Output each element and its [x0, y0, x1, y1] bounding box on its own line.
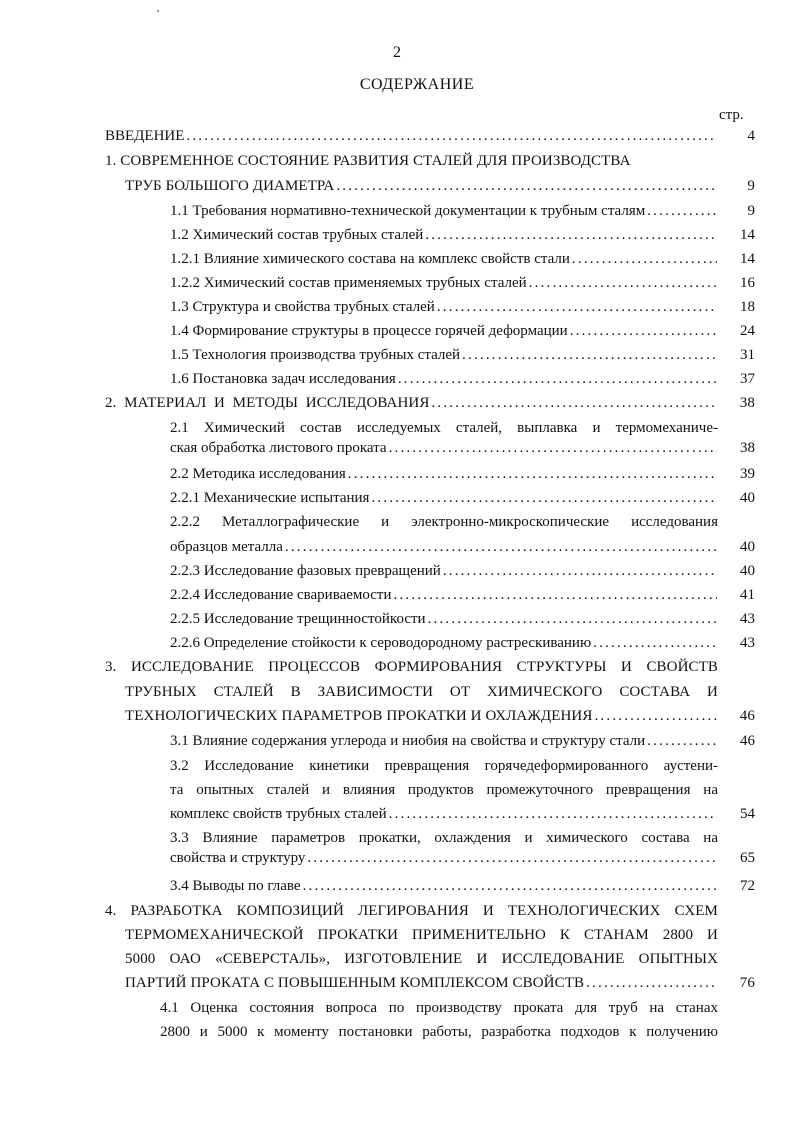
toc-entry[interactable]: 2.2.5 Исследование трещинностойкости ..... 43 — [170, 609, 755, 629]
toc-entry[interactable]: 1.2 Химический состав трубных сталей ..... 14 — [170, 225, 755, 245]
toc-entry[interactable]: 5000 ОАО «СЕВЕРСТАЛЬ», ИЗГОТОВЛЕНИЕ И ИССЛЕДОВАНИЕ ОПЫТНЫХ — [125, 951, 718, 967]
toc-entry[interactable]: комплекс свойств трубных сталей ..... 54 — [170, 804, 755, 824]
toc-entry[interactable]: 2.2 Методика исследования ..... 39 — [170, 464, 755, 484]
toc-entry[interactable]: 3.4 Выводы по главе ..... 72 — [170, 876, 755, 896]
toc-entry[interactable]: 1.2.2 Химический состав применяемых трубных сталей ..... 16 — [170, 273, 755, 293]
toc-entry[interactable]: 2.1 Химический состав исследуемых сталей, выплавка и термомеханиче- — [170, 420, 718, 436]
toc-entry[interactable]: 1.4 Формирование структуры в процессе горячей деформации ..... 24 — [170, 321, 755, 341]
scan-speck — [157, 10, 159, 12]
toc-entry[interactable]: 1.1 Требования нормативно-технической документации к трубным сталям ..... 9 — [170, 201, 755, 221]
toc-entry[interactable]: ТРУБНЫХ СТАЛЕЙ В ЗАВИСИМОСТИ ОТ ХИМИЧЕСКОГО СОСТАВА И — [125, 684, 718, 700]
toc-entry[interactable]: та опытных сталей и влияния продуктов промежуточного превращения на — [170, 782, 718, 798]
toc-entry[interactable]: ПАРТИЙ ПРОКАТА С ПОВЫШЕННЫМ КОМПЛЕКСОМ СВОЙСТВ ..... 76 — [125, 973, 755, 993]
toc-entry[interactable]: ская обработка листового проката ..... 38 — [170, 438, 755, 458]
toc-entry[interactable]: 2. МАТЕРИАЛ И МЕТОДЫ ИССЛЕДОВАНИЯ ..... 38 — [105, 393, 755, 413]
toc-entry[interactable]: 1.6 Постановка задач исследования ..... 37 — [170, 369, 755, 389]
toc-entry[interactable]: 3. ИССЛЕДОВАНИЕ ПРОЦЕССОВ ФОРМИРОВАНИЯ СТРУКТУРЫ И СВОЙСТВ — [105, 659, 718, 675]
toc-entry[interactable]: 3.1 Влияние содержания углерода и ниобия на свойства и структуру стали ..... 46 — [170, 731, 755, 751]
toc-entry[interactable]: 2.2.1 Механические испытания ..... 40 — [170, 488, 755, 508]
toc-entry[interactable]: свойства и структуру ..... 65 — [170, 848, 755, 868]
page-column-label: стр. — [719, 107, 744, 123]
toc-entry[interactable]: 2.2.3 Исследование фазовых превращений ..... 40 — [170, 561, 755, 581]
toc-entry[interactable]: 4.1 Оценка состояния вопроса по производству проката для труб на станах — [160, 1000, 718, 1016]
toc-entry[interactable]: ТЕРМОМЕХАНИЧЕСКОЙ ПРОКАТКИ ПРИМЕНИТЕЛЬНО К СТАНАМ 2800 И — [125, 927, 718, 943]
toc-entry[interactable]: 2.2.6 Определение стойкости к сероводородному растрескиванию ..... 43 — [170, 633, 755, 653]
toc-entry[interactable]: образцов металла ..... 40 — [170, 537, 755, 557]
toc-entry[interactable]: ТЕХНОЛОГИЧЕСКИХ ПАРАМЕТРОВ ПРОКАТКИ И ОХЛАЖДЕНИЯ ..... 46 — [125, 706, 755, 726]
toc-entry[interactable]: 2800 и 5000 к моменту постановки работы, разработка подходов к получению — [160, 1024, 718, 1040]
toc-entry[interactable]: 4. РАЗРАБОТКА КОМПОЗИЦИЙ ЛЕГИРОВАНИЯ И ТЕХНОЛОГИЧЕСКИХ СХЕМ — [105, 903, 718, 919]
toc-entry[interactable]: 2.2.2 Металлографические и электронно-микроскопические исследования — [170, 514, 718, 530]
toc-entry[interactable]: 3.2 Исследование кинетики превращения горячедеформированного аустени- — [170, 758, 718, 774]
toc-entry[interactable]: ВВЕДЕНИЕ ..... 4 — [105, 126, 755, 146]
toc-entry[interactable]: ТРУБ БОЛЬШОГО ДИАМЕТРА ..... 9 — [125, 176, 755, 196]
page-title: СОДЕРЖАНИЕ — [359, 76, 475, 93]
toc-entry[interactable]: 1.5 Технология производства трубных сталей ..... 31 — [170, 345, 755, 365]
toc-entry[interactable]: 1. СОВРЕМЕННОЕ СОСТОЯНИЕ РАЗВИТИЯ СТАЛЕЙ ДЛЯ ПРОИЗВОДСТВА — [105, 153, 631, 169]
toc-entry[interactable]: 1.3 Структура и свойства трубных сталей ..... 18 — [170, 297, 755, 317]
toc-entry[interactable]: 1.2.1 Влияние химического состава на комплекс свойств стали ..... 14 — [170, 249, 755, 269]
page-number: 2 — [393, 44, 401, 61]
toc-entry[interactable]: 2.2.4 Исследование свариваемости ..... 41 — [170, 585, 755, 605]
toc-entry[interactable]: 3.3 Влияние параметров прокатки, охлаждения и химического состава на — [170, 830, 718, 846]
